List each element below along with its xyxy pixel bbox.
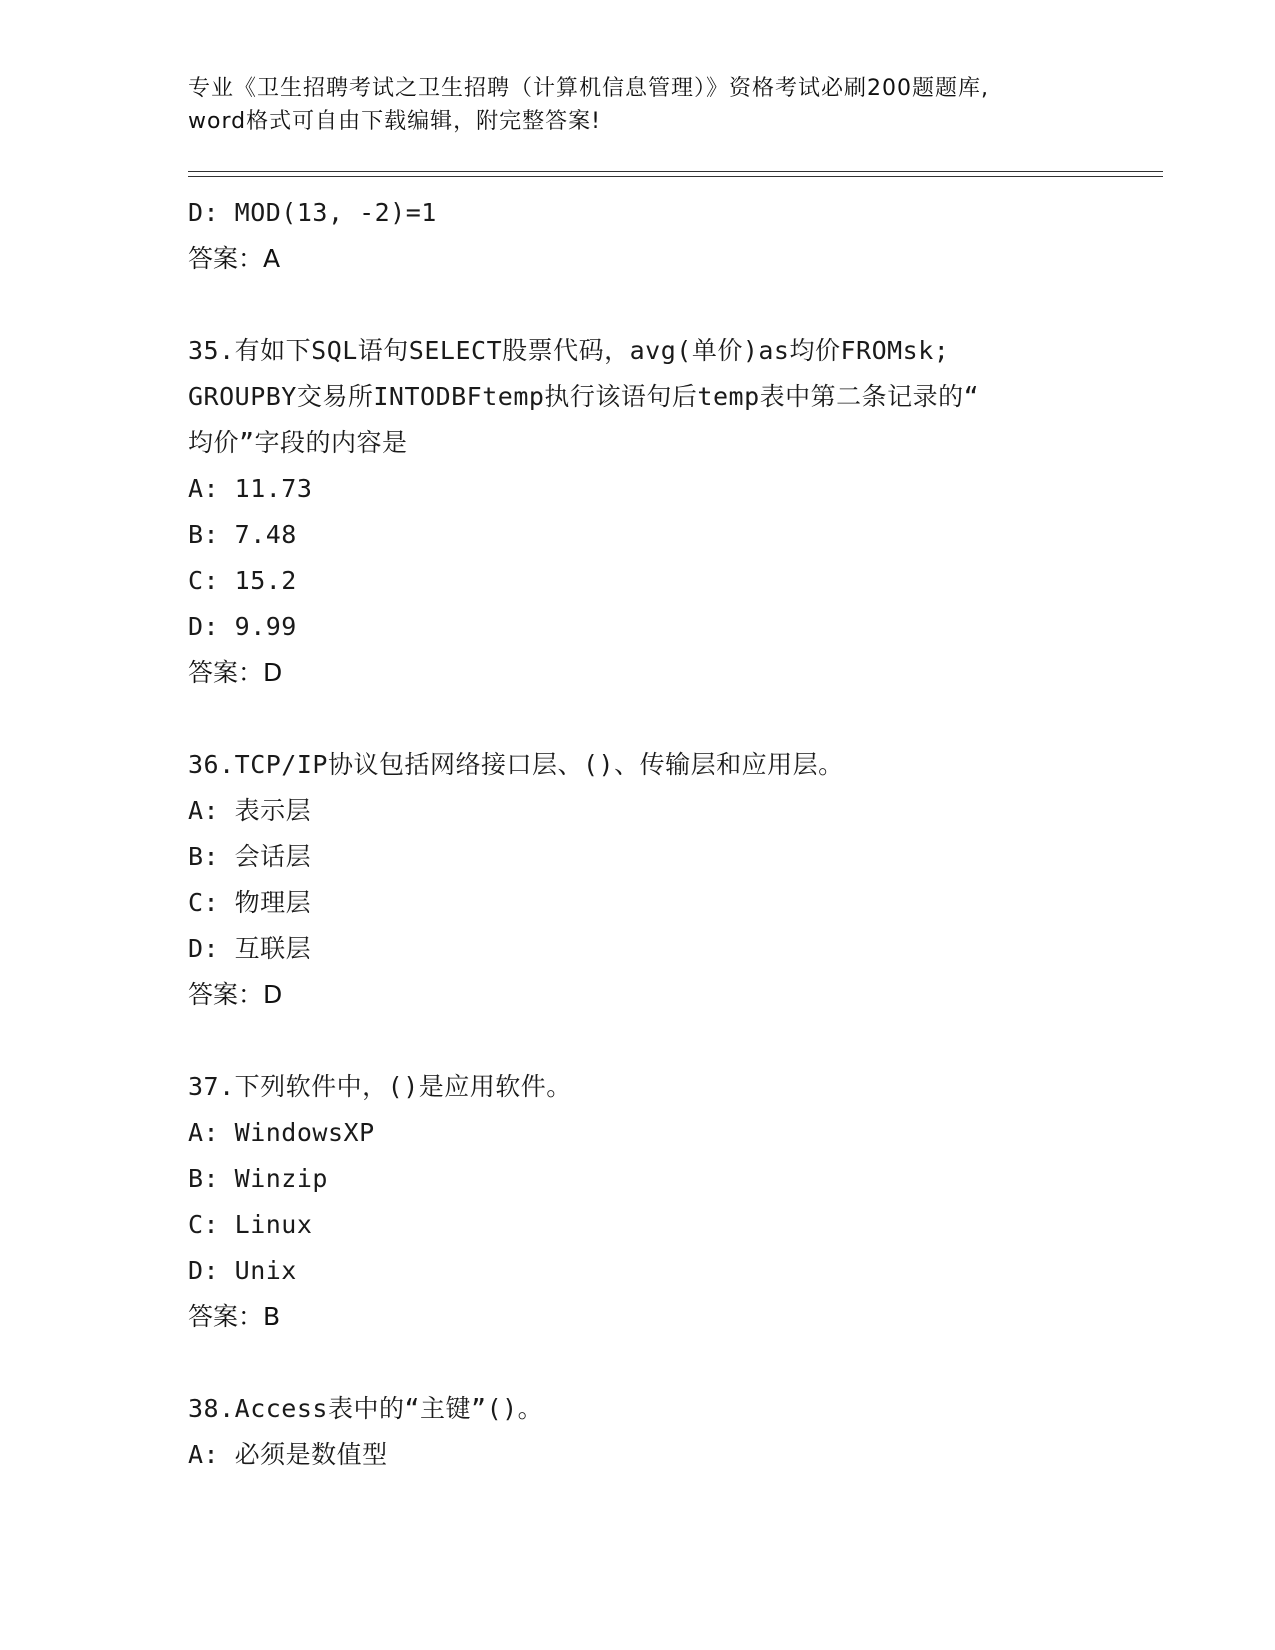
option-d: D: Unix bbox=[188, 1256, 297, 1285]
option-a: A: 表示层 bbox=[188, 796, 312, 825]
option-c: C: 物理层 bbox=[188, 888, 312, 917]
spacer bbox=[188, 1018, 1088, 1064]
option-a: A: 必须是数值型 bbox=[188, 1440, 388, 1469]
header-rule-top bbox=[188, 171, 1163, 172]
spacer bbox=[188, 1340, 1088, 1386]
option-b: B: 7.48 bbox=[188, 520, 297, 549]
answer-line: 答案：B bbox=[188, 1302, 281, 1331]
question-35 bbox=[188, 328, 1088, 696]
option-d: D: 互联层 bbox=[188, 934, 312, 963]
option-a: A: 11.73 bbox=[188, 474, 313, 503]
option-b: B: 会话层 bbox=[188, 842, 312, 871]
question-stem-continued: 均价”字段的内容是 bbox=[188, 428, 408, 457]
spacer bbox=[188, 696, 1088, 742]
option-c: C: Linux bbox=[188, 1210, 313, 1239]
question-34-tail bbox=[188, 190, 1088, 282]
option-b: B: Winzip bbox=[188, 1164, 328, 1193]
spacer bbox=[188, 282, 1088, 328]
header-title-line-2: word格式可自由下载编辑，附完整答案! bbox=[188, 109, 601, 134]
option-a: A: WindowsXP bbox=[188, 1118, 375, 1147]
option-d: D: MOD(13, -2)=1 bbox=[188, 198, 437, 227]
question-38 bbox=[188, 1386, 1088, 1478]
answer-line: 答案：D bbox=[188, 658, 283, 687]
option-d: D: 9.99 bbox=[188, 612, 297, 641]
option-c: C: 15.2 bbox=[188, 566, 297, 595]
question-37 bbox=[188, 1064, 1088, 1340]
header-title-line-1: 专业《卫生招聘考试之卫生招聘（计算机信息管理）》资格考试必刷200题题库, bbox=[188, 76, 989, 101]
question-stem-continued: GROUPBY交易所INTODBFtemp执行该语句后temp表中第二条记录的“ bbox=[188, 382, 980, 411]
page-header bbox=[188, 72, 1088, 138]
question-stem: 35.有如下SQL语句SELECT股票代码，avg(单价)as均价FROMsk; bbox=[188, 336, 950, 365]
question-stem: 37.下列软件中，()是应用软件。 bbox=[188, 1072, 572, 1101]
header-rule-bottom bbox=[188, 176, 1163, 177]
question-36 bbox=[188, 742, 1088, 1018]
question-list bbox=[188, 190, 1088, 1478]
answer-line: 答案：D bbox=[188, 980, 283, 1009]
question-stem: 38.Access表中的“主键”()。 bbox=[188, 1394, 544, 1423]
question-stem: 36.TCP/IP协议包括网络接口层、()、传输层和应用层。 bbox=[188, 750, 844, 779]
answer-line: 答案：A bbox=[188, 244, 281, 273]
